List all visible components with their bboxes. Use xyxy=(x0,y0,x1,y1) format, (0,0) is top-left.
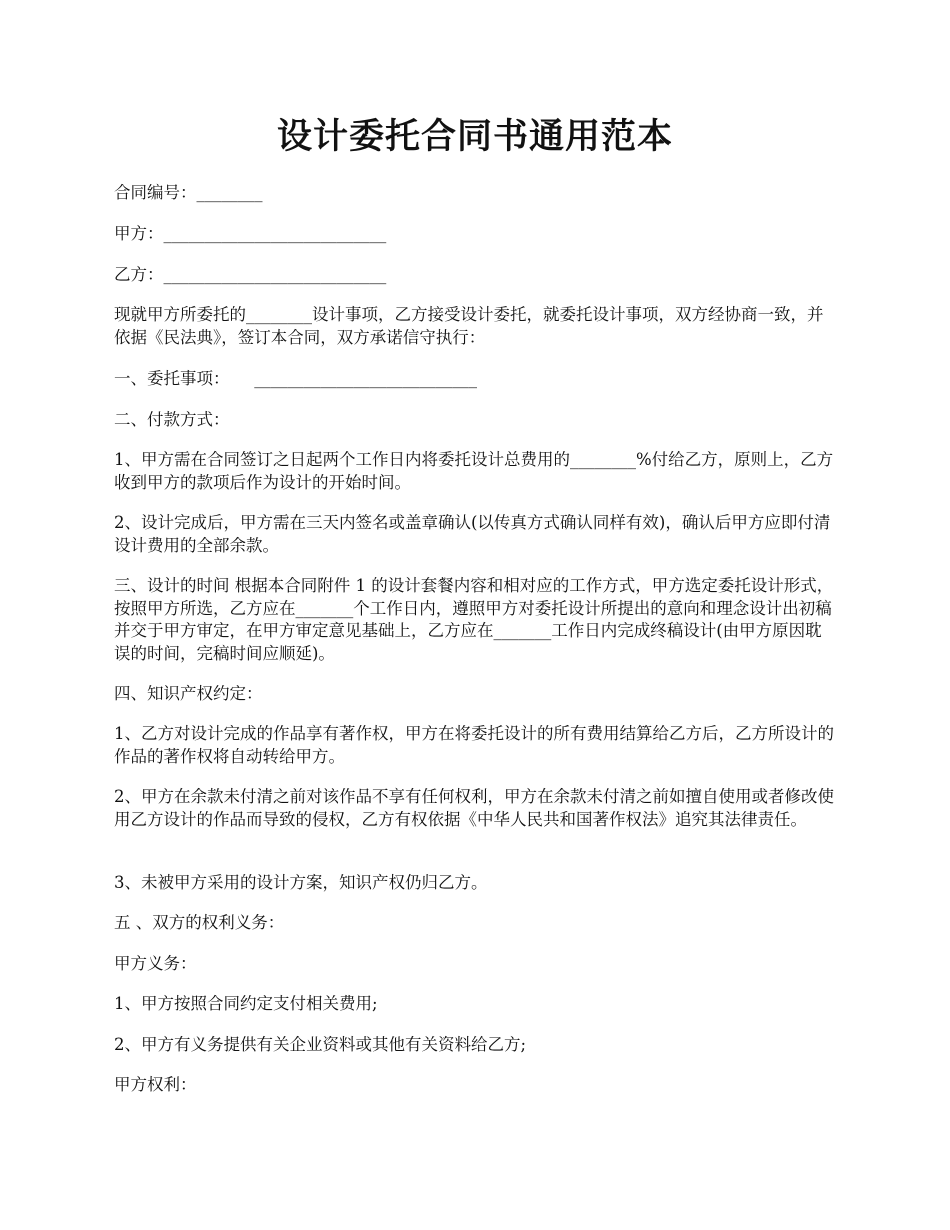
ip-clause-3: 3、未被甲方采用的设计方案，知识产权仍归乙方。 xyxy=(114,873,488,892)
party-a-rights-heading: 甲方权利： xyxy=(114,1075,197,1094)
payment-clause-1: 1、甲方需在合同签订之日起两个工作日内将委托设计总费用的________%付给乙方，原则上，乙方收到甲方的款项后作为设计的开始时间。 xyxy=(114,450,834,492)
party-a-obligations-heading: 甲方义务： xyxy=(114,954,197,973)
contract-number-line: 合同编号：________ xyxy=(114,183,263,202)
payment-clause-2: 2、设计完成后，甲方需在三天内签名或盖章确认(以传真方式确认同样有效)，确认后甲方应即付清设计费用的全部余款。 xyxy=(114,513,831,555)
section-2-heading: 二、付款方式： xyxy=(114,410,230,429)
party-b-line: 乙方：___________________________ xyxy=(114,265,387,284)
section-4-heading: 四、知识产权约定： xyxy=(114,684,263,703)
document-title: 设计委托合同书通用范本 xyxy=(276,116,673,157)
party-a-line: 甲方：___________________________ xyxy=(114,224,387,243)
preamble-paragraph: 现就甲方所委托的________设计事项，乙方接受设计委托，就委托设计事项，双方经协商一致，并依据《民法典》，签订本合同，双方承诺信守执行： xyxy=(114,305,824,347)
ip-clause-1: 1、乙方对设计完成的作品享有著作权，甲方在将委托设计的所有费用结算给乙方后，乙方所设计的作品的著作权将自动转给甲方。 xyxy=(114,724,834,766)
section-5-heading: 五 、双方的权利义务： xyxy=(114,913,285,932)
obligation-1: 1、甲方按照合同约定支付相关费用; xyxy=(114,994,378,1013)
section-1-heading: 一、委托事项： ___________________________ xyxy=(114,369,477,388)
ip-clause-2: 2、甲方在余款未付清之前对该作品不享有任何权利，甲方在余款未付清之前如擅自使用或者修改使用乙方设计的作品而导致的侵权，乙方有权依据《中华人民共和国著作权法》追究其法律责任。 xyxy=(114,787,834,829)
obligation-2: 2、甲方有义务提供有关企业资料或其他有关资料给乙方; xyxy=(114,1035,527,1054)
section-3-paragraph: 三、设计的时间 根据本合同附件 1 的设计套餐内容和相对应的工作方式，甲方选定委托设计形式，按照甲方所选，乙方应在_______个工作日内，遵照甲方对委托设计所提出的意向和理念设计出初稿并交于甲方审定，在甲方审定意见基础上，乙方应在_______工作日内完成终稿设计(由甲方原因耽误的时间，完稿时间应顺延)。 xyxy=(114,576,834,663)
